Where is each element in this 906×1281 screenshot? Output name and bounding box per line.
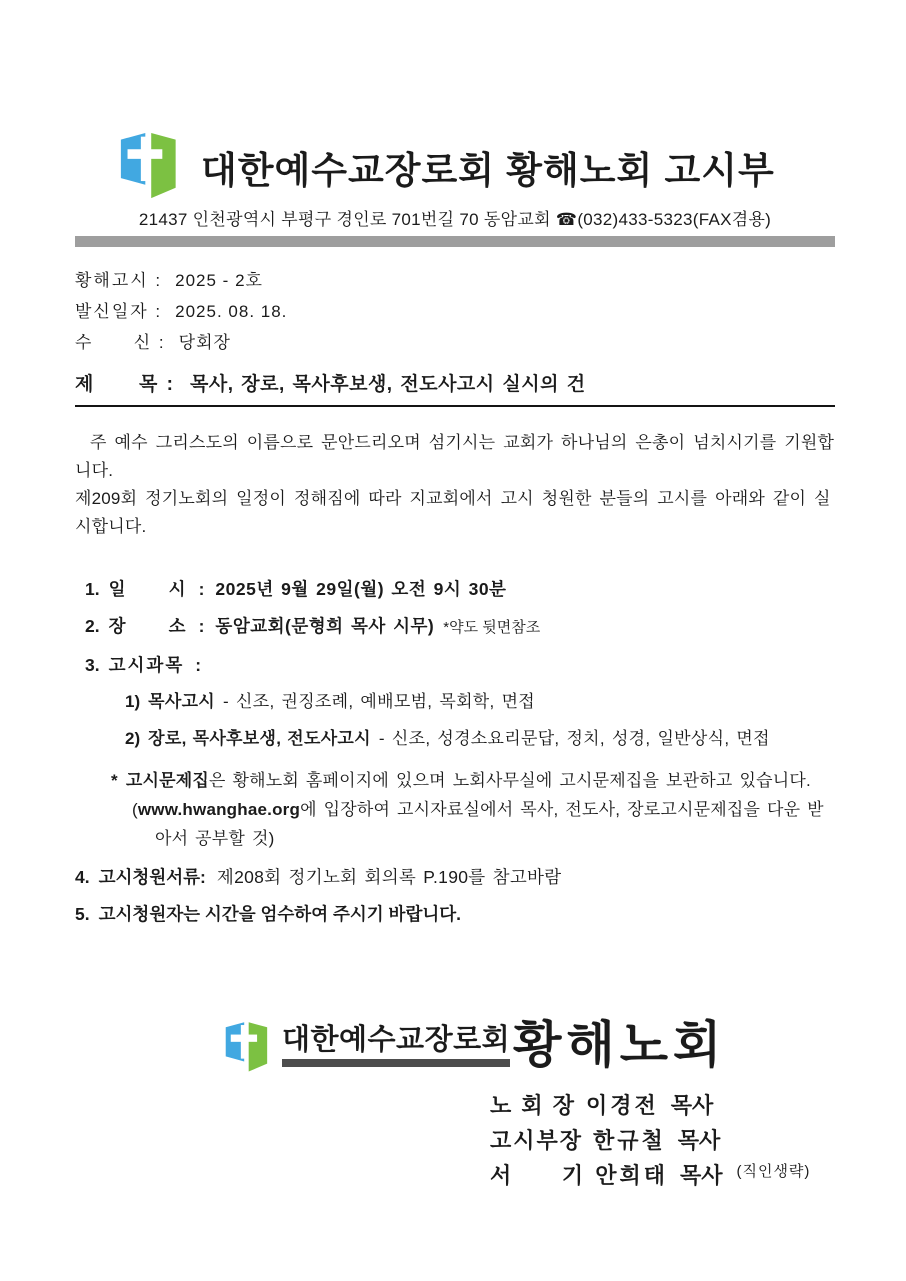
subitem-number: 2) — [125, 729, 141, 748]
subject-label: 제 목 : — [75, 374, 175, 395]
seal-omitted-note: (직인생략) — [736, 1163, 811, 1180]
map-reference-note: *약도 뒷면참조 — [443, 619, 541, 636]
send-date-value: 2025. 08. 18. — [175, 302, 288, 321]
item-colon: : — [198, 579, 205, 599]
send-date-row — [75, 296, 835, 327]
workbook-line2-rest: 에 입장하여 고시자료실에서 목사, 전도사, 장로고시문제집을 다운 받 — [300, 800, 824, 819]
item-number: 2. — [85, 616, 100, 636]
signature-name: 한규철 — [593, 1128, 666, 1153]
item-number: 5. — [75, 904, 90, 924]
exam-datetime-value: 2025년 9월 29일(월) 오전 9시 30분 — [215, 579, 507, 599]
item-number: 4. — [75, 867, 90, 887]
signature-row-secretary — [490, 1158, 835, 1196]
greeting-paragraph — [75, 429, 835, 541]
workbook-note-line-2 — [132, 795, 835, 824]
notice-list — [75, 579, 835, 924]
docs-detail: 제208회 정기노회 회의록 P.190를 참고바람 — [216, 867, 562, 887]
doc-number-value: 2025 - 2호 — [175, 271, 263, 290]
recipient-row — [75, 327, 835, 358]
item-colon: : — [198, 616, 205, 636]
subitem-title: 장로, 목사후보생, 전도사고시 — [148, 729, 371, 748]
signature-name: 안희태 — [595, 1163, 668, 1188]
docs-label: 고시청원서류: — [98, 867, 206, 887]
item-label: 장 소 — [108, 616, 188, 636]
exam-location-value: 동암교회(문형희 목사 시무) — [215, 616, 435, 636]
footer-signature-section — [75, 1016, 835, 1196]
church-door-cross-icon — [109, 130, 189, 204]
signature-title: 목사 — [677, 1128, 721, 1153]
signature-row-moderator — [490, 1088, 835, 1123]
website-url: www.hwanghae.org — [137, 800, 301, 819]
subitem-number: 1) — [125, 692, 141, 711]
subitem-detail: - 신조, 권징조례, 예배모범, 목회학, 면접 — [223, 692, 536, 711]
pastor-exam-subitem — [125, 692, 835, 712]
signature-role: 고시부장 — [490, 1128, 584, 1153]
address-line: 21437 인천광역시 부평구 경인로 701번길 70 동암교회 ☎(032)433-5323(FAX겸용) — [138, 210, 772, 229]
item-colon: : — [195, 655, 202, 675]
send-date-label: 발신일자 : — [75, 302, 163, 321]
signature-role: 노 회 장 — [490, 1093, 576, 1118]
letterhead — [109, 0, 835, 204]
doc-number-label: 황해고시 : — [75, 271, 163, 290]
workbook-bold: 고시문제집 — [125, 771, 209, 790]
footer-org-name-large: 황해노회 — [513, 1017, 727, 1073]
footer-org-underbar — [282, 1059, 510, 1067]
exam-subjects-item — [85, 655, 835, 675]
greeting-line-1: 주 예수 그리스도의 이름으로 문안드리오며 섬기시는 교회가 하나님의 은총이 넘치시기를 기원합니다. — [75, 433, 835, 480]
footer-church-door-cross-icon — [218, 1020, 276, 1076]
footer-org-row — [218, 1016, 835, 1076]
item-number: 3. — [85, 655, 100, 675]
subitem-detail: - 신조, 성경소요리문답, 정치, 성경, 일반상식, 면접 — [378, 729, 770, 748]
greeting-line-2: 제209회 정기노회의 일정이 정해짐에 따라 지교회에서 고시 청원한 분들의 고시를 아래와 같이 실시합니다. — [75, 489, 831, 536]
recipient-label: 수 신 : — [75, 333, 166, 352]
meta-section — [75, 265, 835, 358]
exam-location-item — [85, 616, 835, 638]
signature-block — [490, 1088, 835, 1196]
signature-row-exam-chair — [490, 1123, 835, 1158]
punctuality-text: 고시청원자는 시간을 엄수하여 주시기 바랍니다. — [98, 904, 462, 924]
exam-datetime-item — [85, 579, 835, 599]
asterisk-marker: * — [111, 771, 118, 790]
doc-number-row — [75, 265, 835, 296]
punctuality-item — [75, 904, 835, 924]
org-title: 대한예수교장로회 황해노회 고시부 — [201, 150, 775, 191]
signature-name: 이경전 — [585, 1093, 659, 1118]
workbook-note-line-1 — [111, 766, 835, 795]
subitem-title: 목사고시 — [148, 692, 216, 711]
item-number: 1. — [85, 579, 100, 599]
workbook-note-line-3: 아서 공부할 것) — [155, 829, 275, 848]
item-label: 일 시 — [108, 579, 188, 599]
subject-value: 목사, 장로, 목사후보생, 전도사고시 실시의 건 — [190, 374, 586, 395]
subject-row — [75, 374, 835, 407]
footer-org-name-small-wrap — [282, 1024, 510, 1067]
elder-candidate-exam-subitem — [125, 729, 835, 749]
footer-org-name-small: 대한예수교장로회 — [282, 1024, 511, 1056]
signature-title: 목사 — [679, 1163, 723, 1188]
recipient-value: 당회장 — [178, 333, 231, 352]
application-docs-item — [75, 867, 835, 887]
header-divider-bar — [75, 236, 835, 247]
signature-title: 목사 — [670, 1093, 714, 1118]
workbook-rest: 은 황해노회 홈페이지에 있으며 노회사무실에 고시문제집을 보관하고 있습니다. — [208, 771, 811, 790]
item-label: 고시과목 — [108, 655, 185, 675]
paren-open: ( — [132, 800, 138, 819]
signature-role: 서 기 — [490, 1163, 586, 1188]
workbook-note — [111, 766, 835, 853]
